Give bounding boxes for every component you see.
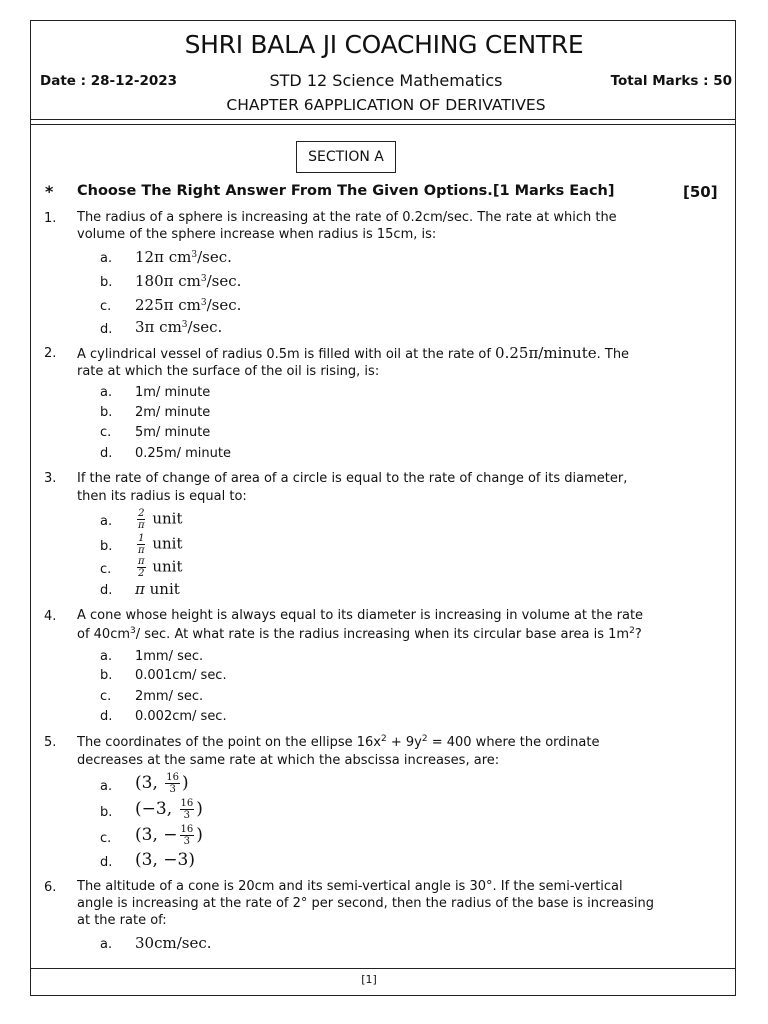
option-text: 5m/ minute bbox=[135, 425, 211, 440]
question-number: 6. bbox=[44, 880, 57, 895]
question-number: 2. bbox=[44, 346, 57, 361]
option-label: c. bbox=[100, 299, 112, 314]
option-text: π unit bbox=[135, 580, 180, 598]
question-text-line: A cone whose height is always equal to its diameter is increasing in volume at the rate bbox=[77, 608, 644, 623]
question-text-line: decreases at the same rate at which the abscissa increases, are: bbox=[77, 753, 500, 768]
question-text-line: The radius of a sphere is increasing at the rate of 0.2cm/sec. The rate at which the bbox=[77, 210, 617, 225]
section-title: SECTION A bbox=[296, 141, 396, 173]
total-marks: Total Marks : 50 bbox=[610, 73, 732, 89]
question-text-line: The altitude of a cone is 20cm and its semi-vertical angle is 30°. If the semi-vertical bbox=[77, 879, 623, 894]
option-label: d. bbox=[100, 583, 113, 598]
option-text: 30cm/sec. bbox=[135, 934, 212, 952]
question-text-line: The coordinates of the point on the ellipse $16x^2 + 9y^2 = 400$ where the ordinate bbox=[77, 734, 600, 750]
option-label: a. bbox=[100, 514, 113, 529]
question-text-line: angle is increasing at the rate of 2° per second, then the radius of the base is increasing bbox=[77, 896, 655, 911]
option-label: a. bbox=[100, 937, 113, 952]
option-text: 2mm/ sec. bbox=[135, 689, 204, 704]
page-number: [1] bbox=[361, 973, 377, 986]
header-divider-bottom bbox=[30, 124, 736, 125]
option-text: 1mm/ sec. bbox=[135, 649, 204, 664]
option-label: a. bbox=[100, 649, 113, 664]
option-text: 225π $cm^3/\sec$. bbox=[135, 296, 242, 314]
option-label: c. bbox=[100, 831, 112, 846]
option-text: (3, − $\frac{16}{3}$ ) bbox=[135, 824, 203, 847]
question-text-line: then its radius is equal to: bbox=[77, 489, 247, 504]
option-text: 0.25m/ minute bbox=[135, 446, 231, 461]
option-label: d. bbox=[100, 855, 113, 870]
question-text-line: A cylindrical vessel of radius 0.5m is filled with oil at the rate of 0.25π/minute. The bbox=[77, 344, 630, 362]
question-text-line: at the rate of: bbox=[77, 913, 167, 928]
option-text: $\frac{2}{\pi}$ unit bbox=[138, 508, 183, 531]
option-text: 180π $cm^3/\sec$. bbox=[135, 272, 242, 290]
instruction-text: Choose The Right Answer From The Given Options.[1 Marks Each] bbox=[77, 183, 615, 199]
option-text: $\frac{\pi}{2}$ unit bbox=[138, 556, 183, 579]
question-text-line: of $40cm^3/$ sec. At what rate is the radius increasing when its circular base area is $1m^2$? bbox=[77, 626, 642, 642]
option-text: 0.001cm/ sec. bbox=[135, 668, 227, 683]
option-label: b. bbox=[100, 539, 113, 554]
option-text: 12π $cm^3/\sec$. bbox=[135, 248, 232, 266]
option-label: b. bbox=[100, 405, 113, 420]
footer-divider bbox=[30, 968, 736, 969]
question-number: 4. bbox=[44, 609, 57, 624]
option-label: d. bbox=[100, 322, 113, 337]
question-text-line: rate at which the surface of the oil is rising, is: bbox=[77, 364, 380, 379]
chapter-title: CHAPTER 6APPLICATION OF DERIVATIVES bbox=[226, 96, 546, 114]
option-label: a. bbox=[100, 251, 113, 266]
option-text: (3, −3) bbox=[135, 850, 195, 870]
exam-date: Date : 28-12-2023 bbox=[40, 73, 178, 89]
option-text: 2m/ minute bbox=[135, 405, 211, 420]
option-label: a. bbox=[100, 385, 113, 400]
section-marks: [50] bbox=[683, 183, 718, 201]
option-label: c. bbox=[100, 425, 112, 440]
option-text: 3π $cm^3/\sec$. bbox=[135, 318, 223, 336]
bullet-star: * bbox=[45, 182, 54, 201]
option-label: a. bbox=[100, 779, 113, 794]
option-text: $\frac{1}{\pi}$ unit bbox=[138, 533, 183, 556]
subject-line: STD 12 Science Mathematics bbox=[269, 71, 503, 90]
question-number: 3. bbox=[44, 471, 57, 486]
option-text: 0.002cm/ sec. bbox=[135, 709, 227, 724]
question-number: 1. bbox=[44, 211, 57, 226]
option-label: c. bbox=[100, 689, 112, 704]
question-text-line: If the rate of change of area of a circle is equal to the rate of change of its diameter, bbox=[77, 471, 628, 486]
option-label: b. bbox=[100, 668, 113, 683]
option-label: d. bbox=[100, 446, 113, 461]
option-label: b. bbox=[100, 805, 113, 820]
option-label: b. bbox=[100, 275, 113, 290]
option-text: 1m/ minute bbox=[135, 385, 211, 400]
header-divider-top bbox=[30, 119, 736, 120]
question-text-line: volume of the sphere increase when radius is 15cm, is: bbox=[77, 227, 437, 242]
option-label: d. bbox=[100, 709, 113, 724]
option-label: c. bbox=[100, 562, 112, 577]
institute-title: SHRI BALA JI COACHING CENTRE bbox=[184, 30, 584, 59]
option-text: (−3, $\frac{16}{3}$ ) bbox=[135, 798, 203, 821]
question-number: 5. bbox=[44, 735, 57, 750]
option-text: (3, $\frac{16}{3}$ ) bbox=[135, 772, 189, 795]
